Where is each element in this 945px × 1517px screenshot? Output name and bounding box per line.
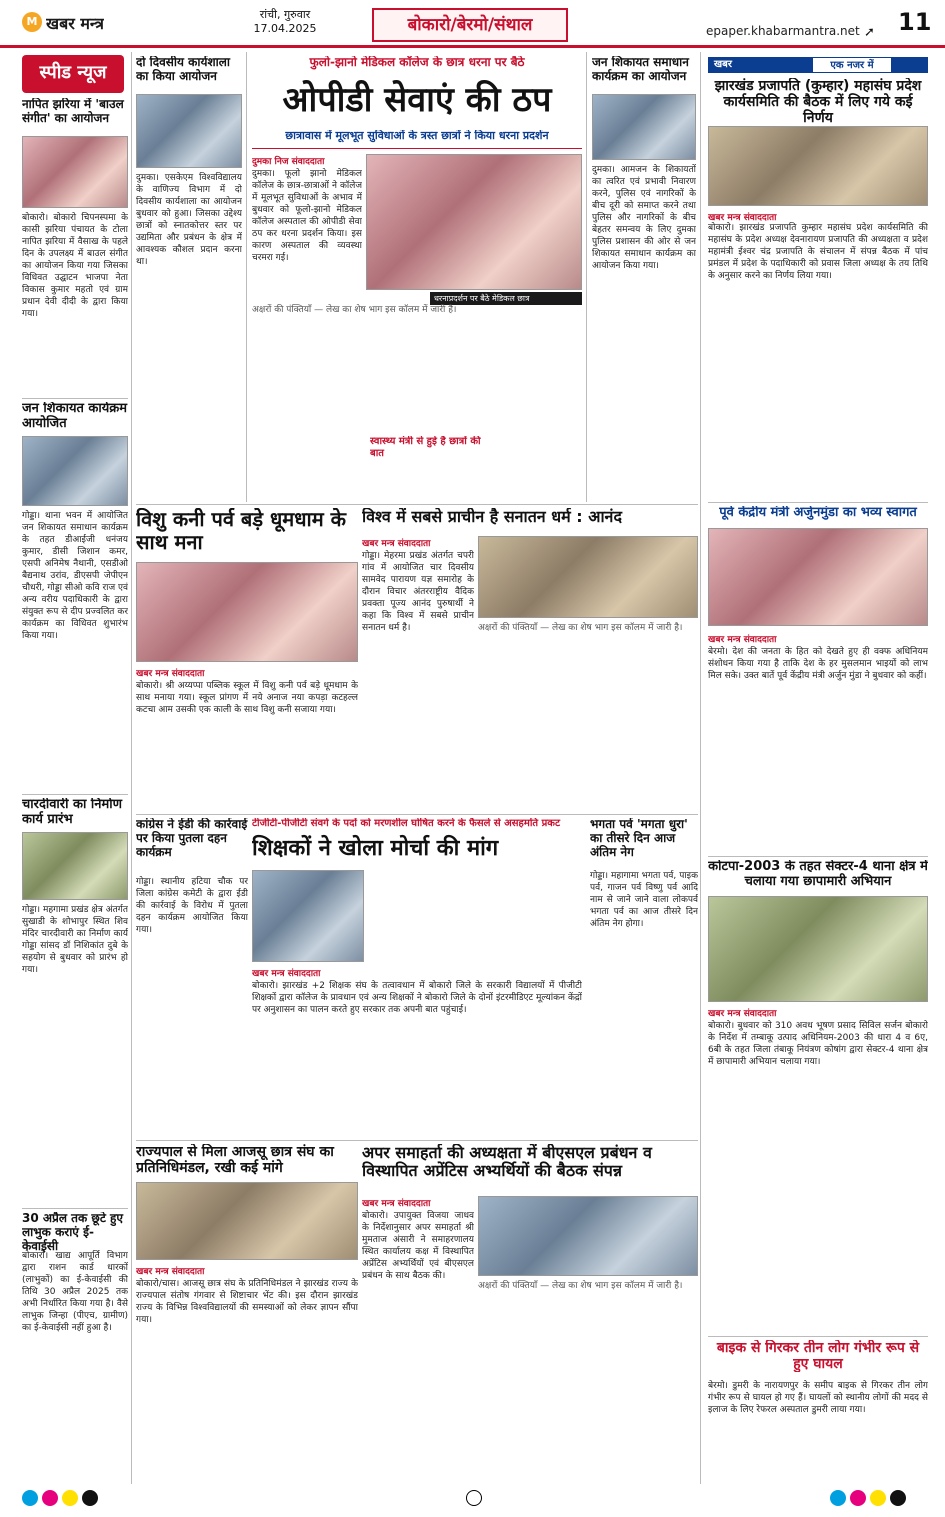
story-headline: शिक्षकों ने खोला मोर्चा की मांग [252,836,499,861]
ek-nazar-title: एक नजर में [812,57,892,73]
crosshair-icon [466,1490,482,1506]
dateline-city: रांची, गुरुवार [259,8,311,21]
story-headline: दो दिवसीय कार्यशाला का किया आयोजन [136,56,230,83]
story-headline: जन शिकायत समाधान कार्यक्रम का आयोजन [592,56,689,83]
registration-dot [22,1490,38,1506]
story-body: बोकारो। श्री अय्यप्पा पब्लिक स्कूल में विशु कनी पर्व बड़े धूमधाम के साथ मनाया गया। स्कूल प्रांगण में नये अनाज नया कपड़ा कटहल्ल कटचा आम उसकी एक काली के साथ विशु कनी सजाया गया। [136,681,358,715]
registration-dot [42,1490,58,1506]
story-photo [22,832,128,900]
story-byline: खबर मन्त्र संवाददाता [136,669,205,679]
story-headline: कांग्रेस ने ईडी की कार्रवाई पर किया पुतला दहन कार्यक्रम [136,818,248,859]
column-divider [246,52,247,502]
registration-dot [850,1490,866,1506]
story-body-continued: अक्षरों की पंक्तियाँ — लेख का शेष भाग इस कॉलम में जारी है। [478,623,683,633]
story-body: बोकारो/चास। आजसू छात्र संघ के प्रतिनिधिमंडल ने झारखंड राज्य के राज्यपाल संतोष गंगवार से शिष्टाचार भेंट की। इस दौरान झारखंड राज्य के विभिन्न विश्वविद्यालयों की समस्याओं को लेकर ज्ञापन सौंपा गया। [136,1279,358,1325]
lead-body: दुमका। फूलो झानो मेडिकल कॉलेज के छात्र-छात्राओं ने कॉलेज में मूलभूत सुविधाओं के अभाव में बुधवार को फूलो-झानो मेडिकल कॉलेज अस्पताल की ओपीडी सेवा ठप कर धरना प्रदर्शन किया। इस कारण अस्पताल की व्यवस्था चरमरा गई। [252,169,362,263]
story-body: दुमका। एसकेएम विश्वविद्यालय के वाणिज्य विभाग में दो दिवसीय कार्यशाला का आयोजन बुधवार को हुआ। जिसका उद्देश्य छात्रों को स्नातकोत्तर स्तर पर उद्यमिता और प्रबंधन के क्षेत्र में आवश्यक कौशल प्रदान करना था। [136,173,242,267]
section-divider [136,1140,698,1141]
brand-logo-icon: M [22,12,42,32]
story-byline: खबर मन्त्र संवाददाता [252,969,321,979]
story-body: गोड्डा। महागामा भगता पर्व, पाइक पर्व, गाजन पर्व विष्णु पर्व आदि नाम से जाने जाने वाला लोकपर्व भगता पर्व का आज तीसरे दिन अंतिम नेग होगा। [590,871,698,929]
story-headline: पूर्व केंद्रीय मंत्री अर्जुनमुंडा का भव्य स्वागत [719,506,917,520]
column-divider [131,52,132,1484]
story-body: गोड्डा। स्थानीय हटिया चौक पर जिला कांग्रेस कमेटी के द्वारा ईडी की कार्रवाई के विरोध में पुतला दहन कार्यक्रम आयोजित किया गया। [136,877,248,935]
story-body: बोकारो। बोकारो चिपनस्पमा के कासी झरिया पंचायत के टोला नापित झरिया में वैसाख के पहले दिन के उपलक्ष्य में बाउल संगीत का आयोजन किया गया जिसका विधिवत उद्घाटन भाजपा नेता विकास कुमार महतो एवं ग्राम प्रधान देवी दीदी के द्वारा किया गया। [22,213,128,319]
story-body: गोड्डा। मेहरमा प्रखंड अंतर्गत चपरी गांव में आयोजित चार दिवसीय सामवेद पारायण यज्ञ समारोह के दौरान विचार अंतरराष्ट्रीय वैदिक प्रवक्ता पूज्य आनंद पुरुषार्थी ने कहा कि विश्व में सबसे प्राचीन सनातन धर्म है। [362,551,474,633]
story-byline: खबर मन्त्र संवाददाता [708,635,777,645]
story-photo [22,436,128,506]
lead-deck: छात्रावास में मूलभूत सुविधाओं के त्रस्त छात्रों ने किया धरना प्रदर्शन [285,130,549,142]
story-body: गोड्डा। महगामा प्रखंड क्षेत्र अंतर्गत सुखाडी के शोभापुर स्थित शिव मंदिर चारदीवारी का निर्माण कार्य गोड्डा सांसद डॉ निशिकांत दुबे के सहयोग से बुधवार को प्रारंभ हो गया। [22,905,128,975]
brand-name: खबर मन्त्र [46,14,104,33]
lead-photo-caption: धरनाप्रदर्शन पर बैठे मेडिकल छात्र [430,292,582,305]
story-byline: खबर मन्त्र संवाददाता [362,1199,431,1209]
story-body-continued: अक्षरों की पंक्तियाँ — लेख का शेष भाग इस कॉलम में जारी है। [478,1281,683,1291]
story-divider [22,794,128,795]
story-headline: नापित झरिया में 'बाउल संगीत' का आयोजन [22,98,124,125]
story-photo [592,94,696,160]
page-number: 11 [898,8,932,36]
section-divider [136,814,698,815]
registration-dot [890,1490,906,1506]
lead-byline: दुमका निज संवाददाता [252,157,325,167]
ek-nazar-badge: खबर [708,57,928,73]
story-body: बोकारो। उपायुक्त विजया जाधव के निर्देशानुसार अपर समाहर्ता श्री मुमताज अंसारी ने समाहरणालय स्थित कार्यालय कक्ष में विस्थापित अप्रेंटिस अभ्यर्थियों एवं बीएसएल प्रबंधन के साथ बैठक की। [362,1211,474,1281]
story-photo [22,136,128,208]
lead-body-continued: अक्षरों की पंक्तियाँ — लेख का शेष भाग इस कॉलम में जारी है। [252,305,457,315]
section-title: बोकारो/बेरमो/संथाल [372,8,568,42]
story-headline: जन शिकायत कार्यक्रम आयोजित [22,402,128,431]
story-kicker: टीजीटी-पीजीटी संवर्ग के पदों को मरणशील घोषित करने के फैसले से असहमति प्रकट [252,818,561,829]
story-byline: खबर मन्त्र संवाददाता [136,1267,205,1277]
story-body: बेरमो। देश की जनता के हित को देखते हुए ही वक्फ अधिनियम संशोधन किया गया है ताकि देश के हर मुसलमान भाइयों को लाभ मिल सके। उक्त बातें पूर्व केंद्रीय मंत्री अर्जुन मुंडा ने बुधवार को कहीं। [708,647,928,681]
story-byline: खबर मन्त्र संवाददाता [362,539,431,549]
story-body: बोकारो। खाद्य आपूर्ति विभाग द्वारा राशन कार्ड धारकों (लाभुकों) का ई-केवाईसी की तिथि 30 अप्रैल 2025 तक अभी निर्धारित किया गया है। वैसे लाभुक जिन्हा (पीएच, ग्रामीण) का ई-केवाईसी नहीं हुआ है। [22,1251,128,1333]
story-body: बोकारो। झारखंड +2 शिक्षक संघ के तत्वावधान में बोकारो जिले के सरकारी विद्यालयों में पीजीटी शिक्षकों द्वारा कॉलेज के प्रावधान एवं अन्य शिक्षकों ने बोकारो जिले के दोनों इंटरमीडिएट मूल्यांकन केंद्रों पर अनुशासन का पालन करते हुए सरकार तक अपनी बात पहुंचाई। [252,981,582,1015]
story-divider [708,1336,928,1337]
story-body: गोड्डा। थाना भवन में आयोजित जन शिकायत समाधान कार्यक्रम के तहत डीआईजी धनंजय कुमार, डीसी जिशान कमर, एसपी अनिमेष नैथानी, एसडीओ बैद्यनाथ उरांव, डीएसपी जेपीएन चौधरी, गोड्डा सीओ कवि राज एवं अन्य वरीय पदाधिकारी के द्वारा संयुक्त रूप से दीप प्रज्वलित कर कार्यक्रम का विधिवत शुभारंभ किया गया। [22,511,128,641]
registration-dot [62,1490,78,1506]
column-divider [700,52,701,1484]
story-photo [708,896,928,1002]
story-headline: झारखंड प्रजापति (कुम्हार) महासंघ प्रदेश कार्यसमिति की बैठक में लिए गये कई निर्णय [714,78,922,127]
story-photo [252,870,364,962]
story-photo [136,562,358,662]
story-byline: खबर मन्त्र संवाददाता [708,1009,777,1019]
story-headline: कोटपा-2003 के तहत सेक्टर-4 थाना क्षेत्र में चलाया गया छापामारी अभियान [708,860,928,889]
story-photo [708,126,928,206]
story-headline: भगता पर्व 'मगता धुरा' का तीसरे दिन आज अंतिम नेग [590,818,688,859]
story-headline: 30 अप्रैल तक छूटे हुए लाभुक कराएं ई-केवाईसी [22,1212,124,1253]
story-headline: राज्यपाल से मिला आजसू छात्र संघ का प्रतिनिधिमंडल, रखी कई मांगे [136,1144,334,1177]
story-divider [22,398,128,399]
story-body: बोकारो। बुधवार को 310 अवध भूषण प्रसाद सिविल सर्जन बोकारो के निर्देश में तम्बाकू उत्पाद अधिनियम-2003 की धारा 4 व 6ए, 6बी के तहत जिला तंबाकू नियंत्रण कोषांग द्वारा सेक्टर-4 थाना क्षेत्र में छापामारी अभियान चलाया गया। [708,1021,928,1067]
dateline [240,8,330,36]
story-body: बेरमो। डुमरी के नारायणपुर के समीप बाइक से गिरकर तीन लोग गंभीर रूप से घायल हो गए हैं। घायलों को स्थानीय लोगों की मदद से इलाज के लिए रेफरल अस्पताल डुमरी लाया गया। [708,1381,928,1415]
story-headline: विशु कनी पर्व बड़े धूमधाम के साथ मना [136,508,347,554]
speed-news-badge: स्पीड न्यूज [22,55,124,93]
story-photo [708,528,928,626]
story-headline: बाइक से गिरकर तीन लोग गंभीर रूप से हुए घायल [716,1340,920,1373]
story-body: दुमका। आमजन के शिकायतों का त्वरित एवं प्रभावी निवारण करने, पुलिस एवं नागरिकों के बीच दूरी को समाप्त करने तथा पुलिस और नागरिकों के बीच बेहतर समन्वय के लिए दुमका पुलिस प्रशासन की ओर से जन शिकायत समाधान कार्यक्रम का आयोजन किया गया। [592,165,696,271]
epaper-link[interactable]: epaper.khabarmantra.net [706,24,860,38]
story-headline: अपर समाहर्ता की अध्यक्षता में बीएसएल प्रबंधन व विस्थापित अप्रेंटिस अभ्यर्थियों की बैठक संपन्न [362,1144,652,1181]
story-photo [478,536,698,618]
lead-photo [366,154,582,290]
story-byline: खबर मन्त्र संवाददाता [708,213,777,223]
story-divider [708,502,928,503]
cursor-icon: ➚ [864,26,875,40]
story-body: बोकारो। झारखंड प्रजापति कुम्हार महासंघ प्रदेश कार्यसमिति की महासंघ के प्रदेश अध्यक्ष देवनारायण प्रजापति की अध्यक्षता व प्रदेश महामंत्री ईश्वर चंद्र प्रजापति के संचालन में संपन्न बैठक में पांच प्रमंडल में प्रदेश के पदाधिकारी को प्रवास जिला अध्यक्ष के तय तिथि के अनुसार करने का निर्णय लिया गया। [708,223,928,281]
lead-subhead: स्वास्थ्य मंत्री से हुई है छात्रों की बात [370,436,481,459]
lead-kicker: फुलो-झानो मेडिकल कॉलेज के छात्र धरना पर बैठे [309,56,525,69]
story-photo [478,1196,698,1276]
story-headline: चारदीवारी का निर्माण कार्य प्रारंभ [22,798,123,827]
story-divider [22,1208,128,1209]
registration-dot [82,1490,98,1506]
lead-divider [252,148,582,149]
story-headline: विश्व में सबसे प्राचीन है सनातन धर्म : आनंद [362,508,622,526]
column-divider [586,52,587,502]
lead-headline: ओपीडी सेवाएं की ठप [282,80,552,120]
registration-dot [870,1490,886,1506]
section-divider [136,504,698,505]
story-photo [136,1182,358,1260]
story-divider [708,856,928,857]
registration-dot [830,1490,846,1506]
story-photo [136,94,242,168]
dateline-date: 17.04.2025 [253,22,317,35]
